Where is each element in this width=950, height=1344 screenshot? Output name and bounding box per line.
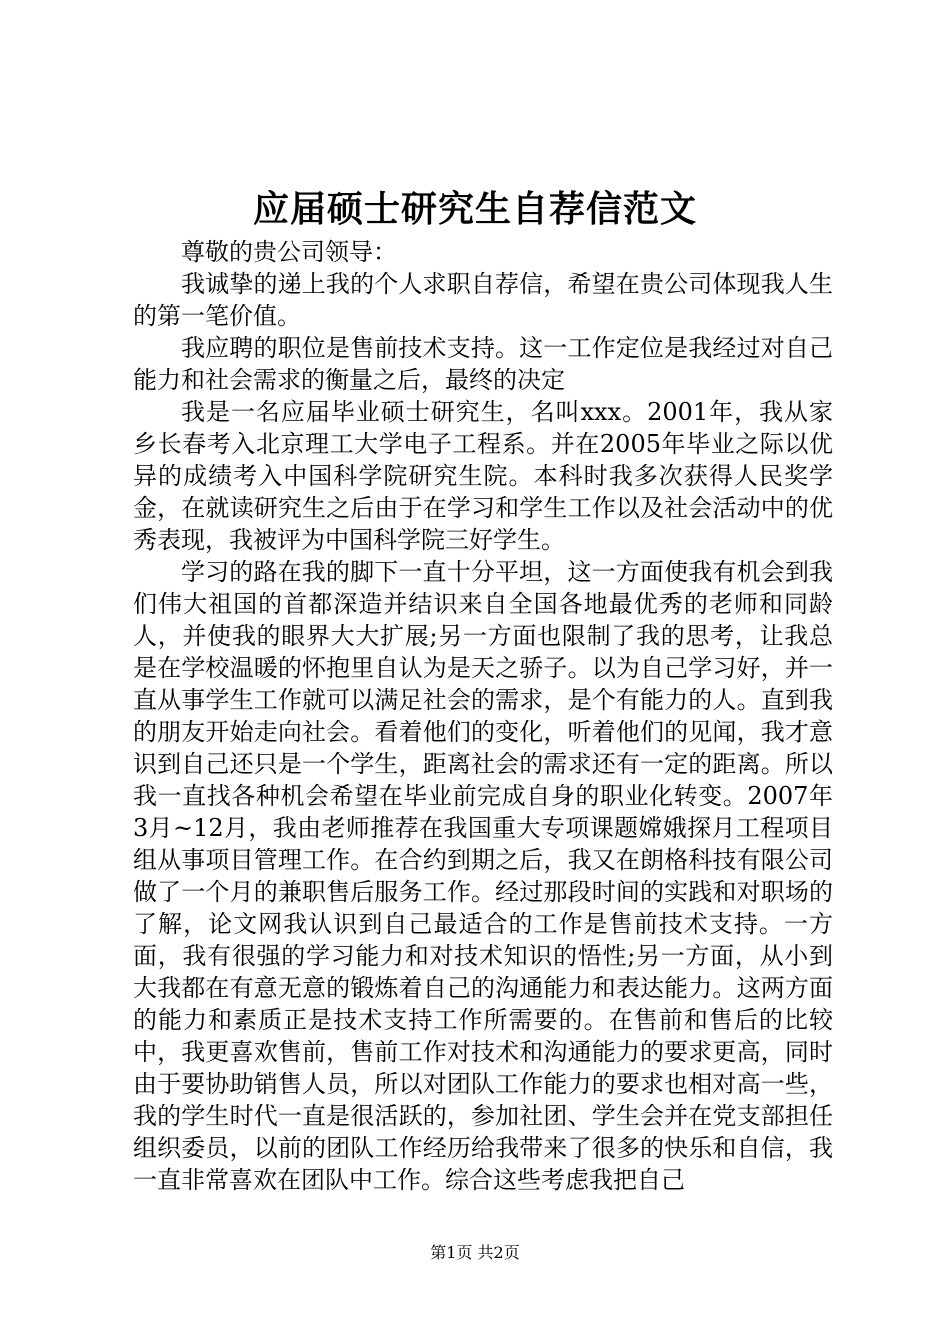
document-title: 应届硕士研究生自荐信范文 — [252, 188, 697, 230]
document-body — [133, 236, 833, 1196]
paragraph-intro: 我诚挚的递上我的个人求职自荐信，希望在贵公司体现我人生的第一笔价值。 — [133, 270, 833, 330]
paragraph-position: 我应聘的职位是售前技术支持。这一工作定位是我经过对自己能力和社会需求的衡量之后，最终的决定 — [133, 334, 833, 394]
page-footer: 第1页 共2页 — [430, 1243, 520, 1262]
salutation: 尊敬的贵公司领导： — [181, 238, 397, 266]
paragraph-experience: 学习的路在我的脚下一直十分平坦，这一方面使我有机会到我们伟大祖国的首都深造并结识来自全国各地最优秀的老师和同龄人，并使我的眼界大大扩展;另一方面也限制了我的思考，让我总是在学校温暖的怀抱里自认为是天之骄子。以为自己学习好，并一直从事学生工作就可以满足社会的需求，是个有能力的人。直到我的朋友开始走向社会。看着他们的变化，听着他们的见闻，我才意识到自己还只是一个学生，距离社会的需求还有一定的距离。所以我一直找各种机会希望在毕业前完成自身的职业化转变。2007年3月~12月，我由老师推荐在我国重大专项课题嫦娥探月工程项目组从事项目管理工作。在合约到期之后，我又在朗格科技有限公司做了一个月的兼职售后服务工作。经过那段时间的实践和对职场的了解，论文网我认识到自己最适合的工作是售前技术支持。一方面，我有很强的学习能力和对技术知识的悟性;另一方面，从小到大我都在有意无意的锻炼着自己的沟通能力和表达能力。这两方面的能力和素质正是技术支持工作所需要的。在售前和售后的比较中，我更喜欢售前，售前工作对技术和沟通能力的要求更高，同时由于要协助销售人员，所以对团队工作能力的要求也相对高一些，我的学生时代一直是很活跃的，参加社团、学生会并在党支部担任组织委员，以前的团队工作经历给我带来了很多的快乐和自信，我一直非常喜欢在团队中工作。综合这些考虑我把自己 — [133, 558, 833, 1194]
paragraph-background: 我是一名应届毕业硕士研究生，名叫xxx。2001年，我从家乡长春考入北京理工大学电子工程系。并在2005年毕业之际以优异的成绩考入中国科学院研究生院。本科时我多次获得人民奖学金，在就读研究生之后由于在学习和学生工作以及社会活动中的优秀表现，我被评为中国科学院三好学生。 — [133, 398, 833, 554]
